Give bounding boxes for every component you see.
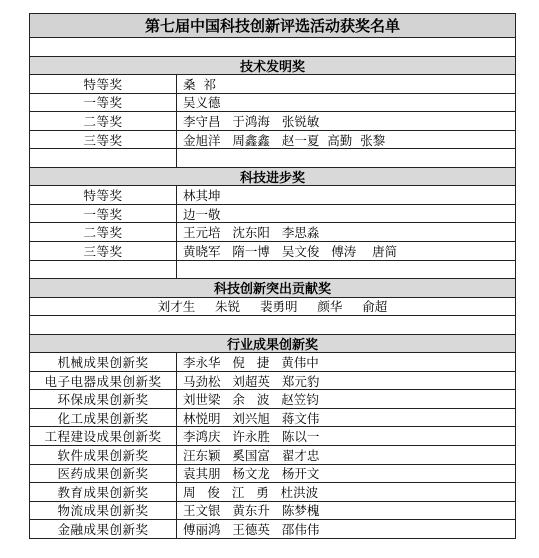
winner-names: 王元培 沈东阳 李思淼 [183,225,320,241]
award-level: 金融成果创新奖 [30,520,177,538]
winner-names [177,149,515,167]
award-level: 医药成果创新奖 [30,465,177,483]
table-row [29,353,516,372]
winner-names: 袁其朋 杨文龙 杨开文 [183,466,320,482]
award-level: 物流成果创新奖 [30,502,177,520]
winner-names: 马劲松 刘超英 郑元豹 [183,373,320,389]
table-row [29,409,516,428]
section-header-tech-progress: 科技进步奖 [29,168,516,187]
winner-names: 李鸿庆 许永胜 陈以一 [183,429,320,445]
award-level: 机械成果创新奖 [30,353,177,371]
winner-names: 王文银 黄东升 陈梦槐 [183,503,320,519]
table-row [29,205,516,224]
table-row [29,483,516,502]
winner-names: 吴义德 [183,95,221,111]
award-level: 化工成果创新奖 [30,409,177,427]
table-row [29,446,516,465]
winner-names: 黄晓军 隋一博 吴文俊 傅涛 唐简 [183,243,398,259]
table-row [29,75,516,94]
award-level: 电子电器成果创新奖 [30,372,177,390]
section-header-industry: 行业成果创新奖 [29,335,516,354]
table-row [29,261,516,280]
winner-names: 汪东颖 奚国富 翟才忠 [183,447,320,463]
blank-row [29,38,516,57]
table-row [29,242,516,261]
award-level: 二等奖 [30,112,177,130]
table-row [29,223,516,242]
winner-names: 林其坤 [183,188,221,204]
table-row [29,520,516,539]
table-row [29,186,516,205]
winner-names: 周 俊 江 勇 杜洪波 [183,484,319,500]
winner-names: 李永华 倪 捷 黄伟中 [183,355,319,371]
table-row [29,149,516,168]
winner-names [177,261,515,279]
winner-names: 刘世梁 余 波 赵笠钧 [183,392,319,408]
blank-row [29,316,516,335]
award-level: 软件成果创新奖 [30,446,177,464]
award-level: 特等奖 [30,186,177,204]
award-level: 三等奖 [30,242,177,260]
winner-names: 傅丽鸿 王德英 邵伟伟 [183,522,320,537]
award-level: 二等奖 [30,223,177,241]
table-row [29,502,516,521]
table-title: 第七届中国科技创新评选活动获奖名单 [29,13,516,38]
winner-names: 金旭洋 周鑫鑫 赵一夏 高勤 张黎 [183,132,386,148]
section-header-tech-invention: 技术发明奖 [29,57,516,76]
outstanding-names: 刘才生 朱锐 裴勇明 颜华 俞超 [29,298,516,317]
award-level: 一等奖 [30,205,177,223]
winner-names: 李守昌 于鸿海 张锐敏 [183,113,320,129]
table-row [29,465,516,484]
table-row [29,131,516,150]
award-level: 工程建设成果创新奖 [30,427,177,445]
award-level: 一等奖 [30,94,177,112]
section-header-outstanding: 科技创新突出贡献奖 [29,279,516,298]
award-level [30,149,177,167]
award-list-table [29,13,516,539]
award-level: 特等奖 [30,75,177,93]
award-level [30,261,177,279]
award-level: 三等奖 [30,131,177,149]
table-row [29,94,516,113]
table-row [29,372,516,391]
table-row [29,427,516,446]
winner-names: 桑 祁 [183,76,216,92]
award-level: 教育成果创新奖 [30,483,177,501]
table-row [29,390,516,409]
winner-names: 林悦明 刘兴旭 蒋文伟 [183,410,320,426]
winner-names: 边一敬 [183,206,221,222]
table-row [29,112,516,131]
award-level: 环保成果创新奖 [30,390,177,408]
